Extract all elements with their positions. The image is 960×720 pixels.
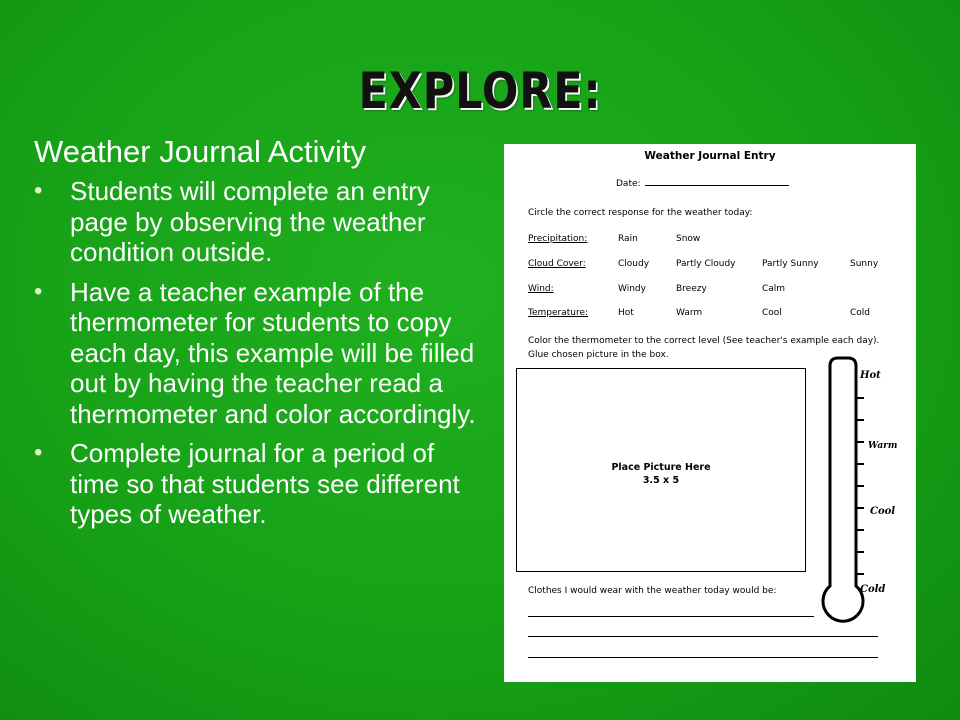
bullet-item [34, 277, 486, 430]
bullet-item [34, 176, 486, 268]
row-option: Hot [618, 308, 634, 318]
row-option: Rain [618, 234, 638, 244]
row-label: Precipitation: [528, 234, 588, 244]
thermometer-label-warm: Warm [868, 441, 898, 451]
worksheet-date [616, 179, 789, 189]
row-option: Cold [850, 308, 871, 318]
picture-box-line1: Place Picture Here [611, 462, 711, 473]
thermometer-label-cool: Cool [870, 506, 896, 517]
row-option: Windy [618, 284, 646, 294]
picture-box-line2: 3.5 x 5 [642, 475, 680, 486]
date-label: Date: [616, 179, 641, 189]
bullet-icon: • [34, 177, 43, 204]
row-label: Wind: [528, 284, 554, 294]
bullet-text: Have a teacher example of the thermometer for students to copy each day, this example will be filled out by having the teacher read a thermometer and color accordingly. [70, 276, 476, 429]
bullet-list [34, 176, 486, 539]
row-label: Temperature: [528, 308, 589, 318]
slide-title: EXPLORE: [358, 62, 602, 120]
row-option: Partly Cloudy [676, 259, 736, 269]
row-cloud-cover [528, 259, 908, 271]
clothes-prompt: Clothes I would wear with the weather today would be: [528, 586, 777, 596]
date-line [645, 185, 789, 186]
row-option: Partly Sunny [762, 259, 819, 269]
picture-box [516, 368, 806, 572]
thermometer-instruction: Color the thermometer to the correct level (See teacher's example each day). Glue chosen picture in the box. [528, 336, 880, 360]
bullet-text: Students will complete an entry page by observing the weather condition outside. [70, 176, 430, 267]
worksheet-instruction: Circle the correct response for the weather today: [528, 208, 753, 218]
worksheet-title: Weather Journal Entry [644, 150, 776, 162]
thermometer-label-hot: Hot [860, 370, 881, 381]
thermometer-label-cold: Cold [860, 584, 886, 595]
bullet-text: Complete journal for a period of time so that students see different types of weather. [70, 438, 460, 529]
writing-line [528, 636, 878, 637]
picture-box-label [517, 461, 805, 487]
row-option: Cloudy [618, 259, 650, 269]
row-precipitation [528, 234, 908, 246]
bullet-icon: • [34, 439, 43, 466]
bullet-item [34, 438, 486, 530]
row-option: Calm [762, 284, 786, 294]
row-option: Breezy [676, 284, 707, 294]
row-wind [528, 284, 908, 296]
bullet-icon: • [34, 277, 43, 305]
row-temperature [528, 308, 908, 320]
writing-line [528, 657, 878, 658]
row-option: Cool [762, 308, 782, 318]
row-option: Sunny [850, 259, 879, 269]
writing-line [528, 616, 814, 617]
worksheet-image [504, 144, 916, 682]
row-label: Cloud Cover: [528, 259, 586, 269]
row-option: Snow [676, 234, 701, 244]
thermometer-drawing [816, 356, 912, 634]
row-option: Warm [676, 308, 703, 318]
slide-subtitle: Weather Journal Activity [34, 134, 366, 169]
